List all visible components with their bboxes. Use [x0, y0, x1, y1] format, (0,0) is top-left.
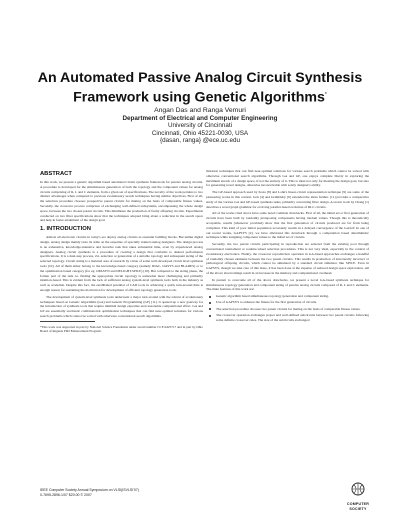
- left-column: [40, 171, 203, 337]
- right-paragraph-4: Secondly, the two parent circuits participating in reproduction are selected from the existing pool through conventional tournament or roulette-wheel selection procedures. This is not very ideal, especially in the context of evolutionary electronics. Finally, the crossover reproduction operation in GA-based approaches exchanges a handful of randomly chosen elements between the two parent circuits. This results in production of structurally incorrect or pathological offspring circuits, which cannot be simulated by a standard circuit simulator like SPICE. Even in GAPSYS, though we take care of this issue, it has been done at the expense of reduced design space exploration. All of the above shortcomings result in an increase in the memory and computational overhead.: [206, 242, 369, 275]
- title-footnote-mark: *: [324, 92, 327, 98]
- bullet-icon: [209, 296, 211, 298]
- feature-list-item: [206, 307, 369, 312]
- author-block: [20, 107, 380, 145]
- bullet-icon: [209, 302, 211, 304]
- email: {dasan, ranga} @ece.uc.edu: [160, 137, 240, 145]
- abstract-paragraph: In this work, we present a genetic algorithm based automated circuit synthesis framework for passive analog circuits. A procedure is developed for the simultaneous generation of both the topology and the component values for analog circuits comprising of R, L and C elements, from a given set of specifications. The novelty of the work pertains to two distinct advantages when compared to previous evolutionary search techniques having similar objectives. First of all, the selection procedure chooses prospective parent circuits for mating on the basis of comparable fitness values. Secondly, the crossover process comprises of exchanging well-defined subsystems, encompassing the whole design space, between the two chosen parent circuits. This minimizes the production of faulty offspring circuits. Experiments conducted on two filter specifications show that the techniques adopted bring about a reduction in the search space and help in faster attainment of the design goal.: [40, 180, 203, 223]
- footer-isbn: 0-7695-2896-1/07 $20.00 © 2007: [40, 492, 92, 497]
- intro-paragraph-1: Almost all electronic circuits in today's era deploy analog circuits as essential building blocks. But unlike digital design, analog design mainly rests its arms on the expertise of specially trained analog designers. The design process is an exhaustive, knowledge-intensive and iterative task that takes substantial time, even by experienced analog designers. Analog circuit synthesis is a procedure of creating a design that conforms to desired performance specifications. It is a dual-step process, viz. selection or generation of a suitable topology and subsequent sizing of the selected topology. Circuit sizing is a matured area of research by virtue of some well-developed circuit level synthesis tools [10]. All of them either belong to the knowledge-based category (namely IDAC, OASYS and BLADES) or to the optimization based category (for eg. OPASYN and DELIGHT.SPICE) [10]. But compared to the sizing phase, the former part of the task i.e. finding the appropriate circuit topology is somewhat more challenging and primarily intuition-based. This is evident from the lack of sufficient analog system-level synthesis tools both in the industry as well as academia. Despite this fact, the established potential of CAD tools in achieving a quick turn-around time is enough reason for sustaining the motivation for development of efficient topology generation tools.: [40, 235, 203, 292]
- computer-society-logo: [338, 482, 378, 512]
- right-paragraph-3: All of the works cited above have some noted common drawbacks. First of all, the initial set or first generation of circuits have been built by randomly juxtaposing components having random values. Though this is theoretically acceptable, results (whenever provided) show that the first generation of circuits produced are far from being compliant. This kind of poor initial population accurately results in a delayed convergence of the GA/GP. In one of our recent works, GAPSYS [2], we have alleviated this drawback through a computation based deterministic technique while assigning component values to the initial set of circuits.: [206, 211, 369, 240]
- bullet-icon: [209, 315, 211, 317]
- department: Department of Electrical and Computer Engineering: [122, 114, 278, 122]
- address: Cincinnati, Ohio 45221-0030, USA: [151, 129, 249, 137]
- right-column: [206, 169, 369, 325]
- right-paragraph-1: mization techniques that can find near-optimal solutions for various search problems which cannot be solved with otherwise conventional search algorithms. Through GA and GP, one enjoys complete liberty in exploring the maximum stretch of a design space, if not the entirety of it. This is ideal not only for meeting the design goal, but also for generating novel designs, otherwise inconceivable with solely designer's ability.: [206, 169, 369, 188]
- title-line-2-text: Framework using Genetic Algorithms: [73, 89, 325, 106]
- paper-title: [20, 70, 380, 107]
- right-paragraph-5: In pursuit to overcome all of the above drawbacks, we present a novel GA-based synthesis technique for simultaneous topology generation and component sizing of passive analog circuits composed of R, L and C elements. The main features of this work are:: [206, 277, 369, 292]
- feature-list-item-text: The selection procedure chooses two parent circuits for mating on the basis of comparable fitness values.: [216, 306, 361, 311]
- university: University of Cincinnati: [167, 122, 233, 130]
- page-footer: [40, 488, 320, 497]
- feature-list-item-text: Genetic algorithm based simultaneous topology generation and component sizing.: [216, 294, 329, 299]
- feature-list-item-text: Use of GAPSYS to enhance the fitness for the first generation of circuits.: [216, 300, 317, 305]
- computer-society-emblem-icon: [349, 482, 367, 496]
- abstract-heading: ABSTRACT: [40, 171, 72, 177]
- author-names: Angan Das and Ranga Vemuri: [154, 107, 246, 114]
- intro-paragraph-2: The development of system-level synthesis tools underwent a major turn around with the advent of evolutionary techniques based on Genetic Algorithms (GA) and Genetic Programming (GP) [11]. It opened up a new gateway for the introduction of synthesis tools that require minimal design expertise and reasonable computational effort. GA and GP are essentially stochastic combinatorial optimization techniques that can find near-optimal solutions for various search problems which cannot be solved with otherwise conventional search algorithms.: [40, 294, 203, 318]
- title-line-1: An Automated Passive Analog Circuit Synthesis: [37, 70, 363, 86]
- title-line-2: [20, 87, 380, 107]
- logo-text-society: SOCIETY: [349, 507, 367, 511]
- footnote-rule: [40, 321, 95, 322]
- right-paragraph-2: The GP-based approach used by Koza [8] and Lohn's linear-circuit representation technique [9] are some of the pioneering works in this context. Goh [4] and Grimbleby [6] extended the ideas further. [11] provides a comparative study of the various GA and GP-based synthesis tasks, primarily concerning filter design. A recent work by Chang [1] describes a novel graph grammar for evolving parallel-based evolution of RLC circuits.: [206, 190, 369, 209]
- introduction-heading: 1. INTRODUCTION: [40, 226, 91, 233]
- logo-text-computer: COMPUTER: [346, 502, 370, 506]
- footer-conference: IEEE Computer Society Annual Symposium on VLSI(ISVLSI'07): [40, 488, 139, 492]
- feature-list-item: [206, 313, 369, 323]
- feature-list-item-text: The crossover operation exchanges proper and well-defined subcircuits between two parent circuits following some definite crossover rules. The size of the subcircuits exchanged: [216, 313, 369, 322]
- feature-list-item: [206, 300, 369, 305]
- footnote: *This work was supported in part by National Science Foundation under award number CCF-0425717 and in part by Ohio Board of Regents PhD Enhancement Program.: [40, 325, 203, 334]
- feature-list-item: [206, 294, 369, 299]
- feature-list: [206, 294, 369, 322]
- bullet-icon: [209, 308, 211, 310]
